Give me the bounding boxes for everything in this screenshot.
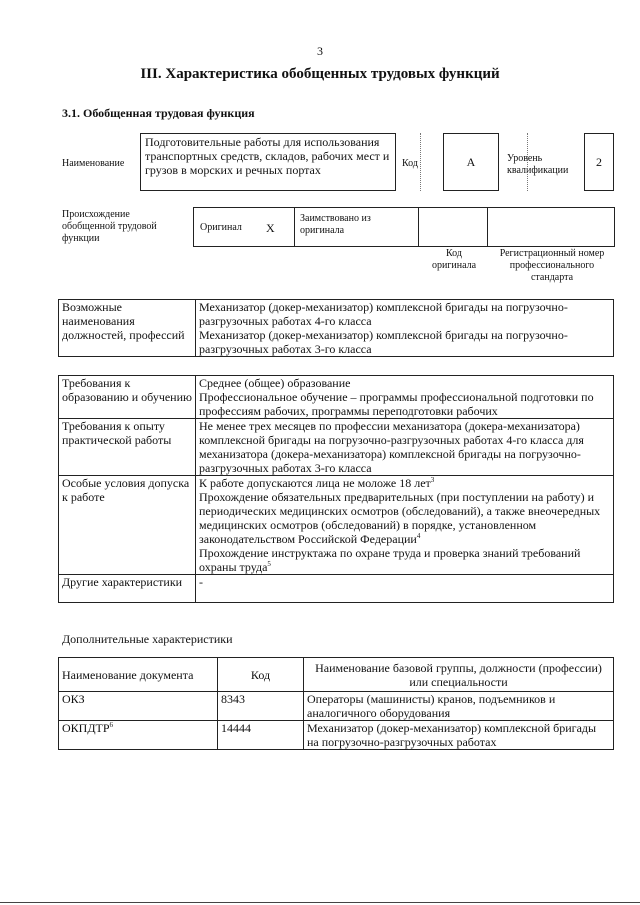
original-label: Оригинал xyxy=(200,222,242,233)
positions-cell xyxy=(196,300,614,357)
level-value: 2 xyxy=(596,155,602,169)
special-line-3: Прохождение инструктажа по охране труда и проверка знаний требований охраны труда$^5$ xyxy=(199,546,581,574)
footnote-ref: 6 xyxy=(109,721,114,729)
requirements-table xyxy=(58,375,614,603)
name-value-box xyxy=(140,133,396,191)
table-row xyxy=(59,721,614,750)
row-doc: ОКЗ xyxy=(59,692,218,721)
original-code-box xyxy=(418,207,488,247)
education-label: Требования к образованию и обучению xyxy=(59,376,196,419)
special-line-1: К работе допускаются лица не моложе 18 лет$^3$ xyxy=(199,476,435,490)
subsection-title: 3.1. Обобщенная трудовая функция xyxy=(62,106,255,120)
col-name-header: Наименование базовой группы, должности (профессии) или специальности xyxy=(304,658,614,692)
level-label: Уровень квалификации xyxy=(507,153,569,176)
original-box xyxy=(193,207,295,247)
level-value-box xyxy=(584,133,614,191)
row-name: Операторы (машинисты) кранов, подъемников и аналогичного оборудования xyxy=(304,692,614,721)
education-cell xyxy=(196,376,614,419)
position-1: Механизатор (докер-механизатор) комплексной бригады на погрузочно-разгрузочных работах 4-го класса xyxy=(199,300,568,328)
page-edge-line xyxy=(0,902,640,903)
education-line-1: Среднее (общее) образование xyxy=(199,376,351,390)
original-mark: Х xyxy=(266,221,275,235)
col-doc-header: Наименование документа xyxy=(59,658,218,692)
code-label: Код xyxy=(402,158,418,169)
position-2: Механизатор (докер-механизатор) комплексной бригады на погрузочно-разгрузочных работах 3-го класса xyxy=(199,328,568,356)
experience-label: Требования к опыту практической работы xyxy=(59,419,196,476)
registration-number-box xyxy=(487,207,615,247)
footnote-ref: 4 xyxy=(416,532,421,540)
education-line-2: Профессиональное обучение – программы профессиональной подготовки по профессиям рабочих, программы переподготовки рабочих xyxy=(199,390,594,418)
positions-label: Возможные наименования должностей, профессий xyxy=(59,300,196,357)
code-value-box xyxy=(443,133,499,191)
other-label: Другие характеристики xyxy=(59,575,196,603)
code-caption: Код оригинала xyxy=(431,248,477,271)
registration-caption: Регистрационный номер профессионального стандарта xyxy=(499,248,605,283)
origin-label: Происхождение обобщенной трудовой функции xyxy=(62,209,157,244)
row-doc: ОКПДТР$^6$ xyxy=(59,721,218,750)
positions-table xyxy=(58,299,614,357)
code-value: А xyxy=(466,155,476,169)
section-title: III. Характеристика обобщенных трудовых функций xyxy=(140,66,500,82)
col-code-header: Код xyxy=(218,658,304,692)
special-cell xyxy=(196,476,614,575)
table-row xyxy=(59,692,614,721)
page-number: 3 xyxy=(317,44,323,58)
other-value: - xyxy=(196,575,614,603)
name-label: Наименование xyxy=(62,158,125,169)
borrowed-label: Заимствовано из оригинала xyxy=(300,213,371,236)
additional-title: Дополнительные характеристики xyxy=(62,632,233,646)
experience-text: Не менее трех месяцев по профессии механизатора (докера-механизатора) комплексной бригады на погрузочно-разгрузочных работах 4-го класса для механизатора (докера-механизатора) комплексной бригады на погрузочно-разгрузочных работах 3-го класса xyxy=(196,419,614,476)
footnote-ref: 5 xyxy=(267,560,271,568)
additional-table xyxy=(58,657,614,750)
name-value: Подготовительные работы для использования транспортных средств, складов, рабочих мест и грузов в морских и речных портах xyxy=(145,135,390,177)
special-line-2: Прохождение обязательных предварительных (при поступлении на работу) и периодических медицинских осмотров (обследований), а также внеочередных медицинских осмотров (обследований) в порядке, установленном законодательством Российской Федерации$^4$ xyxy=(199,490,601,546)
row-code: 8343 xyxy=(218,692,304,721)
dotted-separator xyxy=(420,133,421,191)
footnote-ref: 3 xyxy=(430,476,435,484)
dotted-separator xyxy=(527,133,528,191)
borrowed-box xyxy=(294,207,419,247)
row-code: 14444 xyxy=(218,721,304,750)
row-name: Механизатор (докер-механизатор) комплексной бригады на погрузочно-разгрузочных работах xyxy=(304,721,614,750)
special-label: Особые условия допуска к работе xyxy=(59,476,196,575)
